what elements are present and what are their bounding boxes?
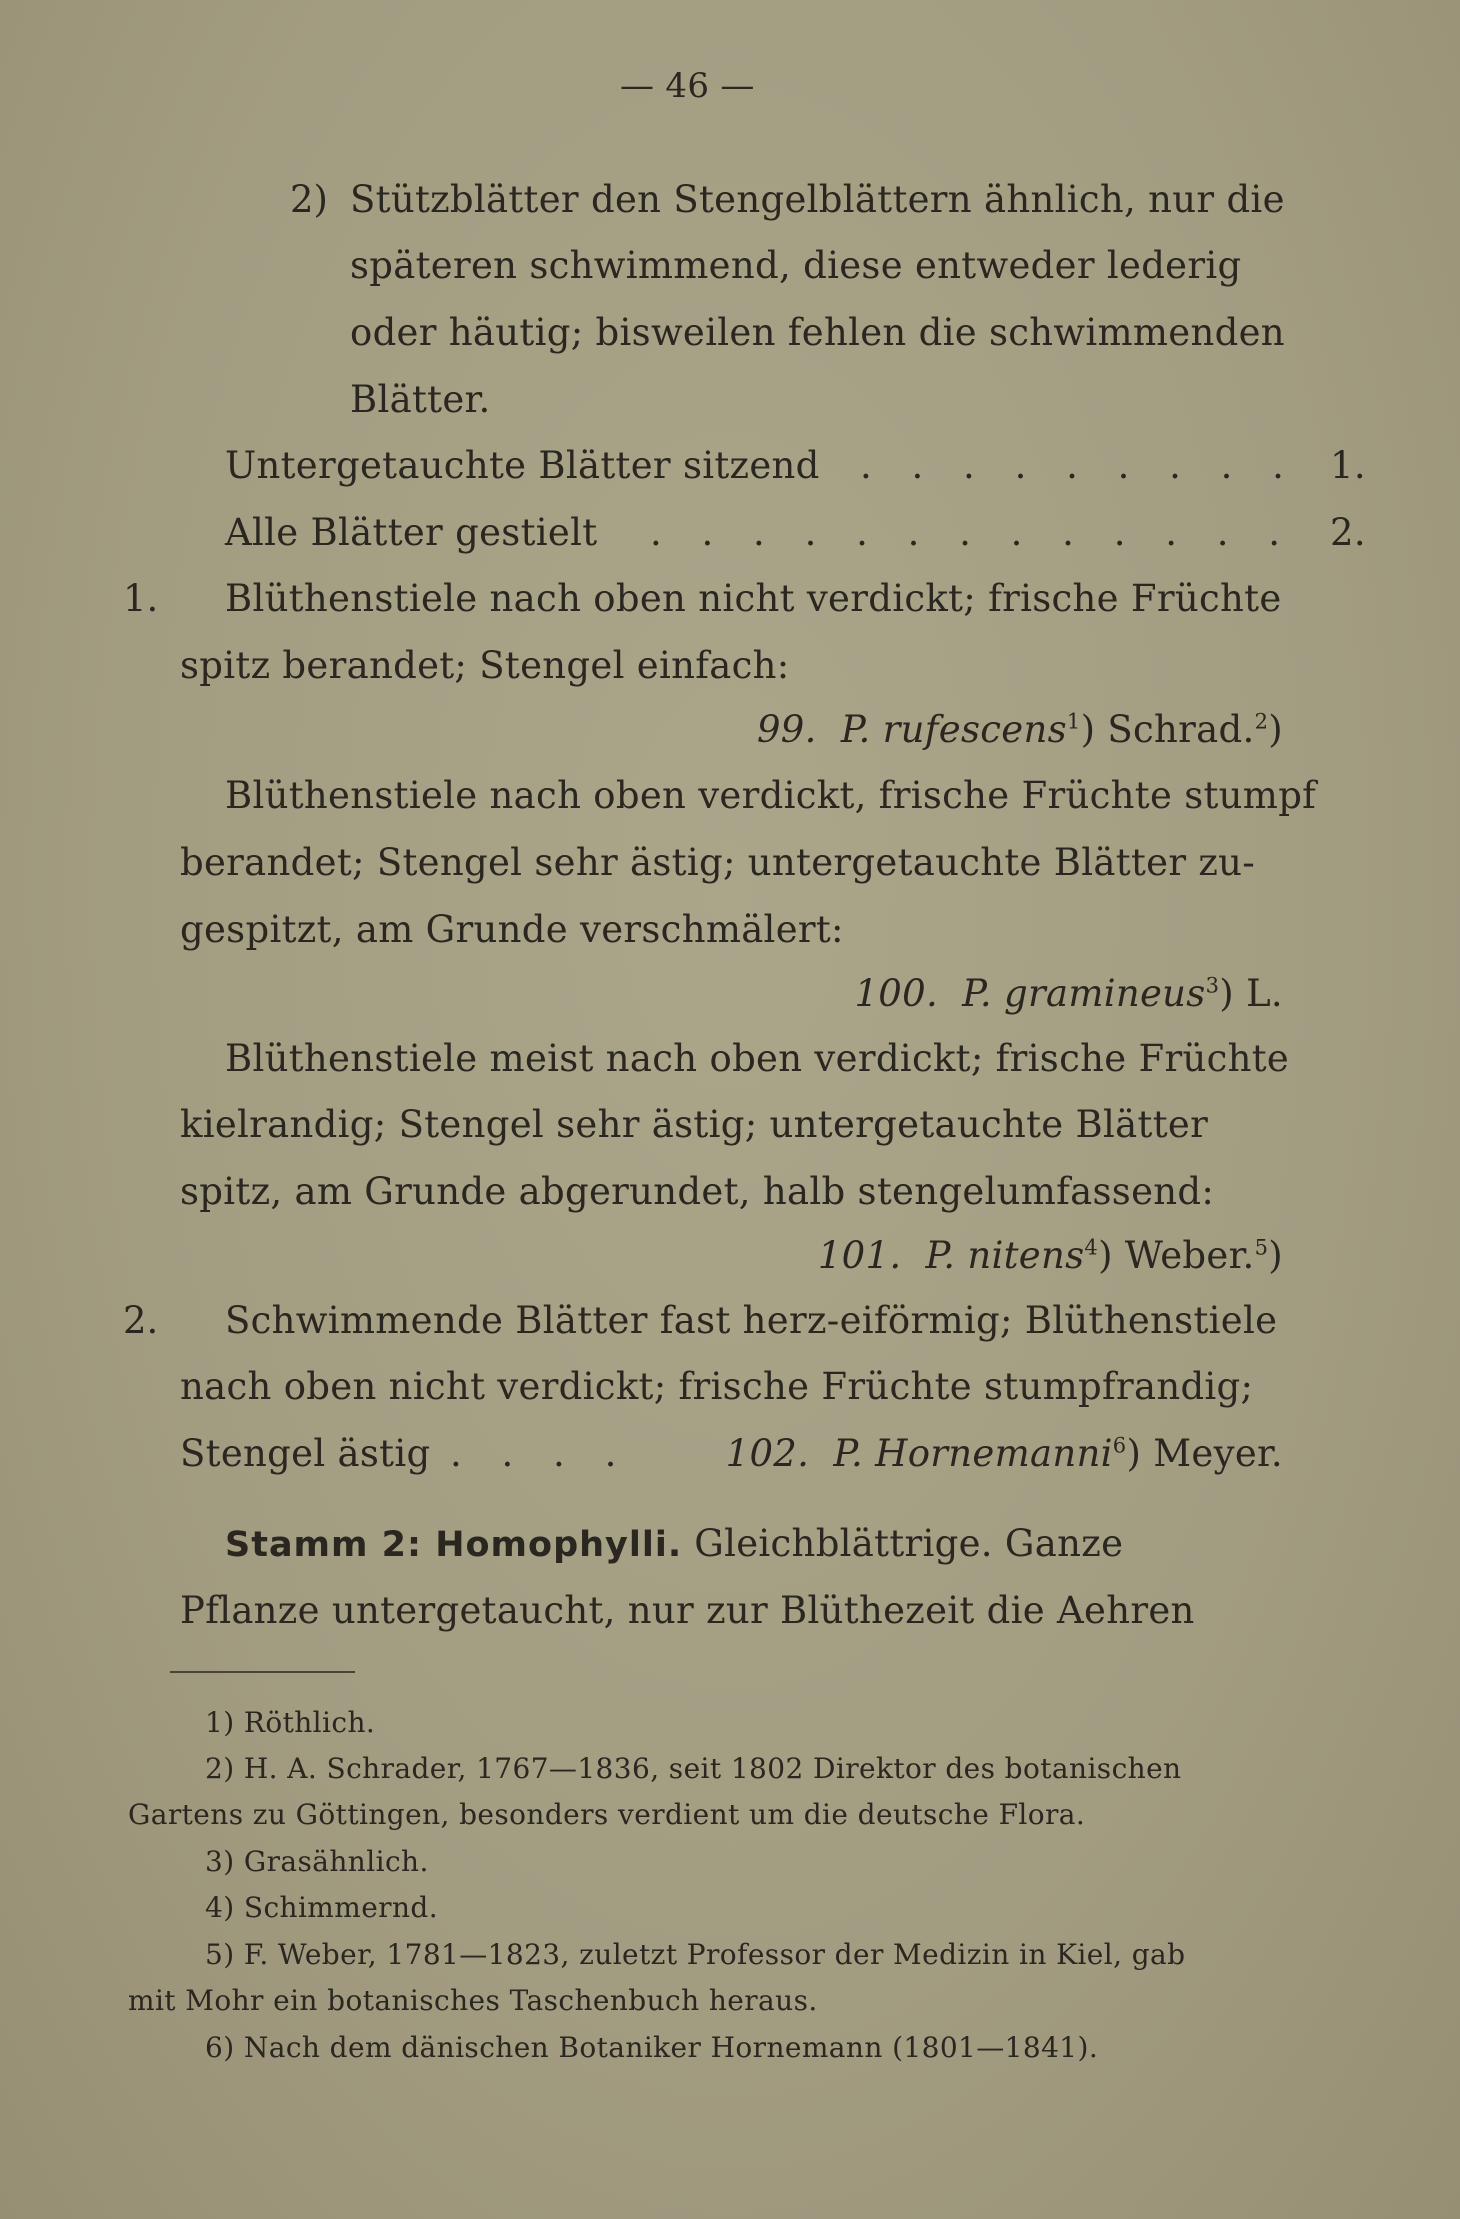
footnote-ref: 3 xyxy=(1205,973,1220,998)
leader-dots: . . . . . . . . . . . . . xyxy=(650,511,1295,554)
footnote-number: 3) xyxy=(205,1845,235,1878)
footnote-continuation: mit Mohr ein botanisches Taschenbuch heraus. xyxy=(128,1984,818,2017)
species-number: 101. xyxy=(817,1234,902,1277)
footnote-text: Grasähnlich. xyxy=(243,1845,429,1878)
species-author: Meyer. xyxy=(1153,1432,1283,1475)
footnote-continuation: Gartens zu Göttingen, besonders verdient um die deutsche Flora. xyxy=(128,1798,1086,1831)
text-line: Blätter. xyxy=(350,378,491,421)
footnote-number: 5) xyxy=(205,1938,235,1971)
footnote-number: 4) xyxy=(205,1891,235,1924)
couplet-number: 2. xyxy=(123,1299,159,1342)
text-line: späteren schwimmend, diese entweder lederig xyxy=(350,244,1242,287)
footnote-ref: 4 xyxy=(1084,1235,1099,1260)
species-line: 101. P. nitens$^4$) Weber.$^5$) xyxy=(817,1234,1283,1277)
key-ref: 1. xyxy=(1330,444,1366,487)
text-line: nach oben nicht verdickt; frische Früchte stumpfrandig; xyxy=(180,1365,1254,1408)
text-line: kielrandig; Stengel sehr ästig; untergetauchte Blätter xyxy=(180,1103,1209,1146)
text-line: Blüthenstiele nach oben nicht verdickt; frische Früchte xyxy=(225,577,1282,620)
key-row-1 xyxy=(225,442,820,490)
text-line: spitz, am Grunde abgerundet, halb stengelumfassend: xyxy=(180,1170,1215,1213)
footnote-text: H. A. Schrader, 1767—1836, seit 1802 Direktor des botanischen xyxy=(243,1752,1182,1785)
text-line: gespitzt, am Grunde verschmälert: xyxy=(180,908,844,951)
species-name: P. gramineus xyxy=(962,972,1206,1015)
leader-dots: . . . . . . . . . xyxy=(860,444,1298,487)
footnote-number: 2) xyxy=(205,1752,235,1785)
page-number: — 46 — xyxy=(620,66,755,106)
species-name: P. Hornemanni xyxy=(833,1432,1113,1475)
footnote xyxy=(205,2026,1098,2070)
key-row-2 xyxy=(225,509,597,557)
text-line: Schwimmende Blätter fast herz-eiförmig; Blüthenstiele xyxy=(225,1299,1278,1342)
footnote xyxy=(205,1747,1182,1791)
key-ref: 2. xyxy=(1330,511,1366,554)
key-row-text: Alle Blätter gestielt xyxy=(225,511,598,554)
footnote-ref: 5 xyxy=(1254,1235,1269,1260)
section-text: Gleichblättrige. Ganze xyxy=(694,1522,1124,1565)
leader-dots: . . . . xyxy=(450,1432,631,1475)
footnote xyxy=(205,1933,1185,1977)
species-author: Schrad. xyxy=(1107,708,1255,751)
section-heading: Stamm 2: Homophylli. xyxy=(225,1525,683,1565)
footnote-text: Röthlich. xyxy=(243,1706,376,1739)
footnote-number: 6) xyxy=(205,2031,235,2064)
species-number: 99. xyxy=(756,708,817,751)
text-line: Pflanze untergetaucht, nur zur Blüthezeit die Aehren xyxy=(180,1589,1195,1632)
text-line: Blüthenstiele meist nach oben verdickt; frische Früchte xyxy=(225,1037,1290,1080)
couplet-number: 1. xyxy=(123,577,159,620)
stamm-line-1 xyxy=(225,1520,1123,1569)
footnote-text: Nach dem dänischen Botaniker Hornemann (1801—1841). xyxy=(243,2031,1099,2064)
text-line: oder häutig; bisweilen fehlen die schwimmenden xyxy=(350,311,1285,354)
species-author: Weber. xyxy=(1124,1234,1255,1277)
footnote-number: 1) xyxy=(205,1706,235,1739)
footnote-ref: 2 xyxy=(1254,709,1269,734)
footnote-ref: 6 xyxy=(1112,1433,1127,1458)
footnote-text: Schimmernd. xyxy=(243,1891,439,1924)
species-name: P. rufescens xyxy=(840,708,1067,751)
text-line: berandet; Stengel sehr ästig; untergetauchte Blätter zu- xyxy=(180,841,1256,884)
species-author: L. xyxy=(1246,972,1283,1015)
footnote-ref: 1 xyxy=(1066,709,1081,734)
footnote xyxy=(205,1840,429,1884)
species-name: P. nitens xyxy=(925,1234,1085,1277)
species-line: 99. P. rufescens$^1$) Schrad.$^2$) xyxy=(756,708,1283,751)
species-number: 100. xyxy=(854,972,939,1015)
species-line: 100. P. gramineus$^3$) L. xyxy=(854,972,1283,1015)
paragraph-number: 2) xyxy=(290,178,328,221)
footnote-text: F. Weber, 1781—1823, zuletzt Professor der Medizin in Kiel, gab xyxy=(243,1938,1186,1971)
species-line: 102. P. Hornemanni$^6$) Meyer. xyxy=(725,1432,1283,1475)
text-line: Blüthenstiele nach oben verdickt, frische Früchte stumpf xyxy=(225,774,1317,817)
text-line: Stengel ästig xyxy=(180,1432,431,1475)
key-row-text: Untergetauchte Blätter sitzend xyxy=(225,444,820,487)
footnote-divider xyxy=(170,1671,355,1673)
footnote xyxy=(205,1886,438,1930)
species-number: 102. xyxy=(725,1432,810,1475)
text-line: spitz berandet; Stengel einfach: xyxy=(180,644,790,687)
text-line: Stützblätter den Stengelblättern ähnlich, nur die xyxy=(350,178,1285,221)
footnote xyxy=(205,1701,375,1745)
